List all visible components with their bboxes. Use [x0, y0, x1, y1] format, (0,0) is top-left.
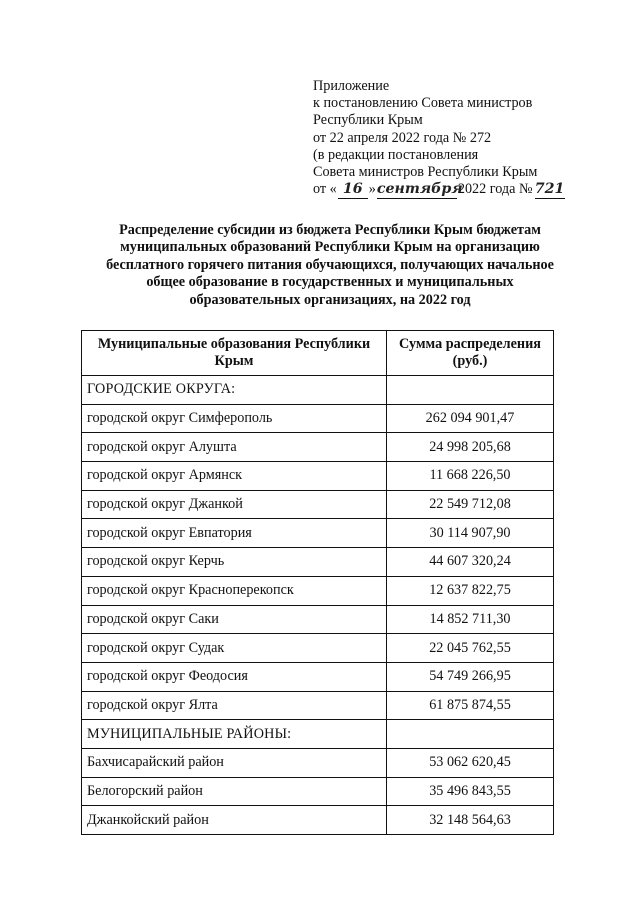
- empty-cell: [387, 376, 554, 405]
- date-sep: »: [368, 181, 376, 198]
- table-row: [82, 462, 554, 491]
- amount-value: 30 114 907,90: [387, 519, 554, 548]
- table-row: [82, 662, 554, 691]
- header-line: Республики Крым: [313, 112, 423, 129]
- municipality-name: городской округ Саки: [82, 605, 387, 634]
- column-header-amount: Сумма распределения (руб.): [387, 331, 554, 376]
- municipality-name: городской округ Симферополь: [82, 404, 387, 433]
- amount-value: 22 549 712,08: [387, 490, 554, 519]
- section-label: ГОРОДСКИЕ ОКРУГА:: [82, 376, 387, 405]
- column-header-municipality: Муниципальные образования Республики Крым: [82, 331, 387, 376]
- municipality-name: городской округ Джанкой: [82, 490, 387, 519]
- table-row: [82, 490, 554, 519]
- municipality-name: городской округ Красноперекопск: [82, 576, 387, 605]
- table-row: [82, 806, 554, 835]
- date-year: 2022 года №: [457, 181, 533, 198]
- handwritten-month: сентября: [377, 181, 457, 199]
- amount-value: 54 749 266,95: [387, 662, 554, 691]
- table-row: [82, 777, 554, 806]
- table-row: [82, 433, 554, 462]
- municipality-name: Белогорский район: [82, 777, 387, 806]
- amount-value: 22 045 762,55: [387, 634, 554, 663]
- section-row: [82, 376, 554, 405]
- amount-value: 24 998 205,68: [387, 433, 554, 462]
- table-row: [82, 605, 554, 634]
- amount-value: 35 496 843,55: [387, 777, 554, 806]
- municipality-name: городской округ Судак: [82, 634, 387, 663]
- empty-cell: [387, 720, 554, 749]
- municipality-name: Бахчисарайский район: [82, 748, 387, 777]
- table-row: [82, 519, 554, 548]
- table-row: [82, 748, 554, 777]
- amount-value: 32 148 564,63: [387, 806, 554, 835]
- table-row: [82, 691, 554, 720]
- amount-value: 53 062 620,45: [387, 748, 554, 777]
- municipality-name: городской округ Евпатория: [82, 519, 387, 548]
- amount-value: 44 607 320,24: [387, 548, 554, 577]
- municipality-name: Джанкойский район: [82, 806, 387, 835]
- amount-value: 14 852 711,30: [387, 605, 554, 634]
- header-line: Приложение: [313, 78, 390, 94]
- municipality-name: городской округ Армянск: [82, 462, 387, 491]
- distribution-table: [81, 330, 554, 835]
- municipality-name: городской округ Керчь: [82, 548, 387, 577]
- amount-value: 12 637 822,75: [387, 576, 554, 605]
- amount-value: 11 668 226,50: [387, 462, 554, 491]
- header-line: от 22 апреля 2022 года № 272: [313, 129, 492, 146]
- header-line: (в редакции постановления: [313, 146, 479, 163]
- header-line: Совета министров Республики Крым: [313, 164, 538, 181]
- municipality-name: городской округ Ялта: [82, 691, 387, 720]
- handwritten-day: 16: [338, 181, 368, 199]
- section-label: МУНИЦИПАЛЬНЫЕ РАЙОНЫ:: [82, 720, 387, 749]
- header-line: к постановлению Совета министров: [313, 95, 533, 112]
- table-header-row: [82, 331, 554, 376]
- document-title: Распределение субсидии из бюджета Республики Крым бюджетам муниципальных образований Республики Крым на организацию бесплатного горячего питания обучающихся, получающих начальное общее образование в государственных и муниципальных образовательных организациях, на 2022 год: [106, 222, 554, 308]
- amount-value: 61 875 874,55: [387, 691, 554, 720]
- revision-date-line: [313, 181, 613, 199]
- table-row: [82, 404, 554, 433]
- municipality-name: городской округ Феодосия: [82, 662, 387, 691]
- section-row: [82, 720, 554, 749]
- appendix-header: [313, 78, 613, 199]
- date-prefix: от «: [313, 181, 337, 198]
- municipality-name: городской округ Алушта: [82, 433, 387, 462]
- handwritten-number: 721: [535, 181, 565, 199]
- amount-value: 262 094 901,47: [387, 404, 554, 433]
- table-row: [82, 576, 554, 605]
- table-row: [82, 548, 554, 577]
- table-row: [82, 634, 554, 663]
